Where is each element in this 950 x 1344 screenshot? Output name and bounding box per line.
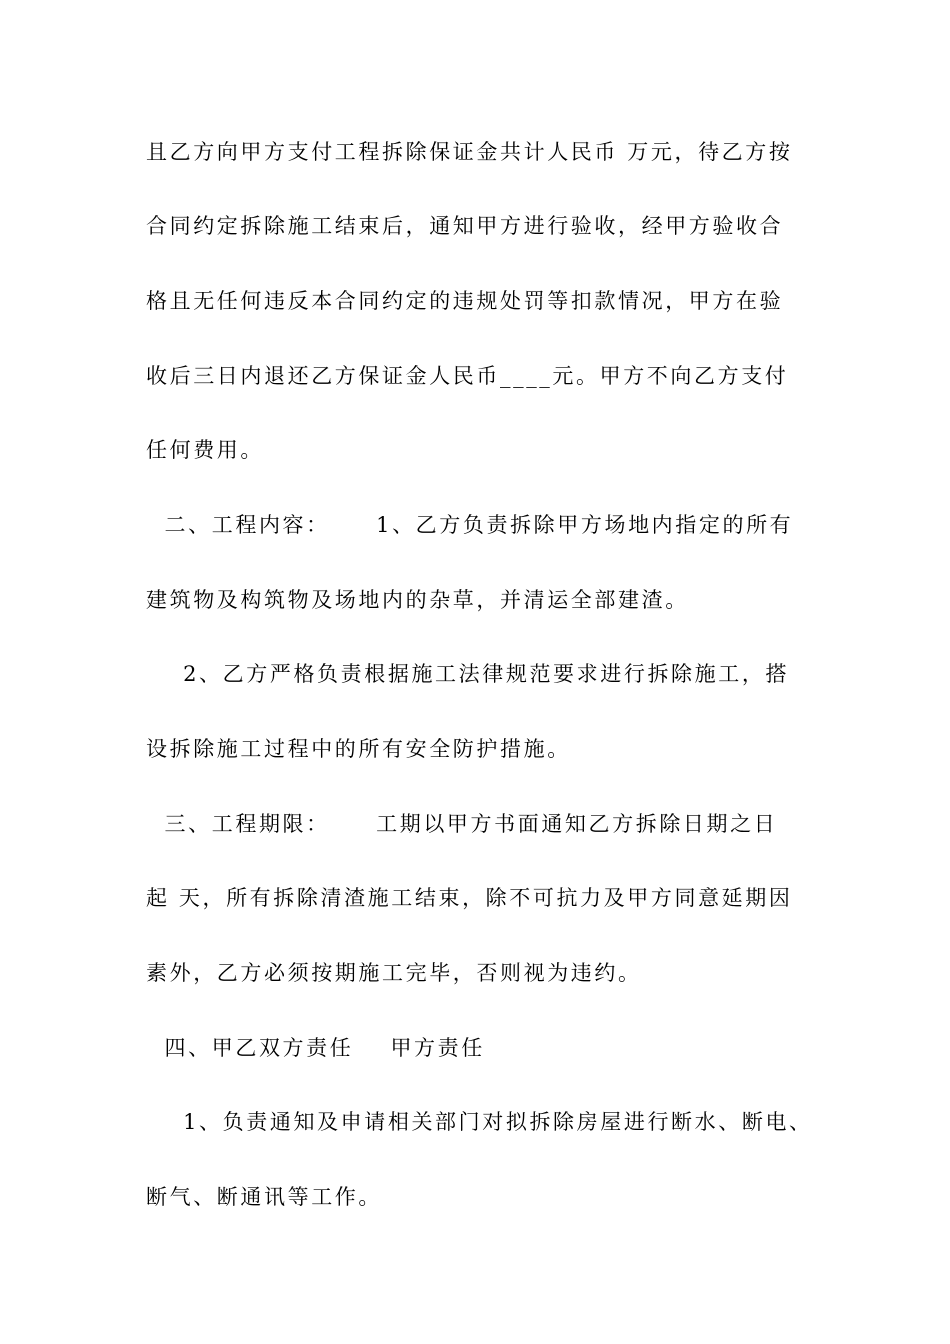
section-heading-line: 三、工程期限： 工期以甲方书面通知乙方拆除日期之日 [146,812,778,836]
text-line: 任何费用。 [146,438,264,462]
text-line: 合同约定拆除施工结束后，通知甲方进行验收，经甲方验收合 [146,214,784,238]
text-line: 素外，乙方必须按期施工完毕，否则视为违约。 [146,961,642,985]
text-line: 起 天，所有拆除清渣施工结束，除不可抗力及甲方同意延期因 [146,886,793,910]
text-line: 且乙方向甲方支付工程拆除保证金共计人民币 万元，待乙方按 [146,140,793,164]
text-line: 格且无任何违反本合同约定的违规处罚等扣款情况，甲方在验 [146,289,784,313]
text-line: 收后三日内退还乙方保证金人民币____元。甲方不向乙方支付 [146,364,789,388]
text-line: 设拆除施工过程中的所有安全防护措施。 [146,737,571,761]
text-line: 1、负责通知及申请相关部门对拟拆除房屋进行断水、断电、 [146,1110,813,1134]
section-heading-line: 二、工程内容： 1、乙方负责拆除甲方场地内指定的所有 [146,513,794,537]
text-line: 建筑物及构筑物及场地内的杂草，并清运全部建渣。 [146,588,689,612]
text-line: 2、乙方严格负责根据施工法律规范要求进行拆除施工，搭 [146,662,790,686]
section-heading-line: 四、甲乙双方责任 甲方责任 [146,1036,485,1060]
text-line: 断气、断通讯等工作。 [146,1185,382,1209]
